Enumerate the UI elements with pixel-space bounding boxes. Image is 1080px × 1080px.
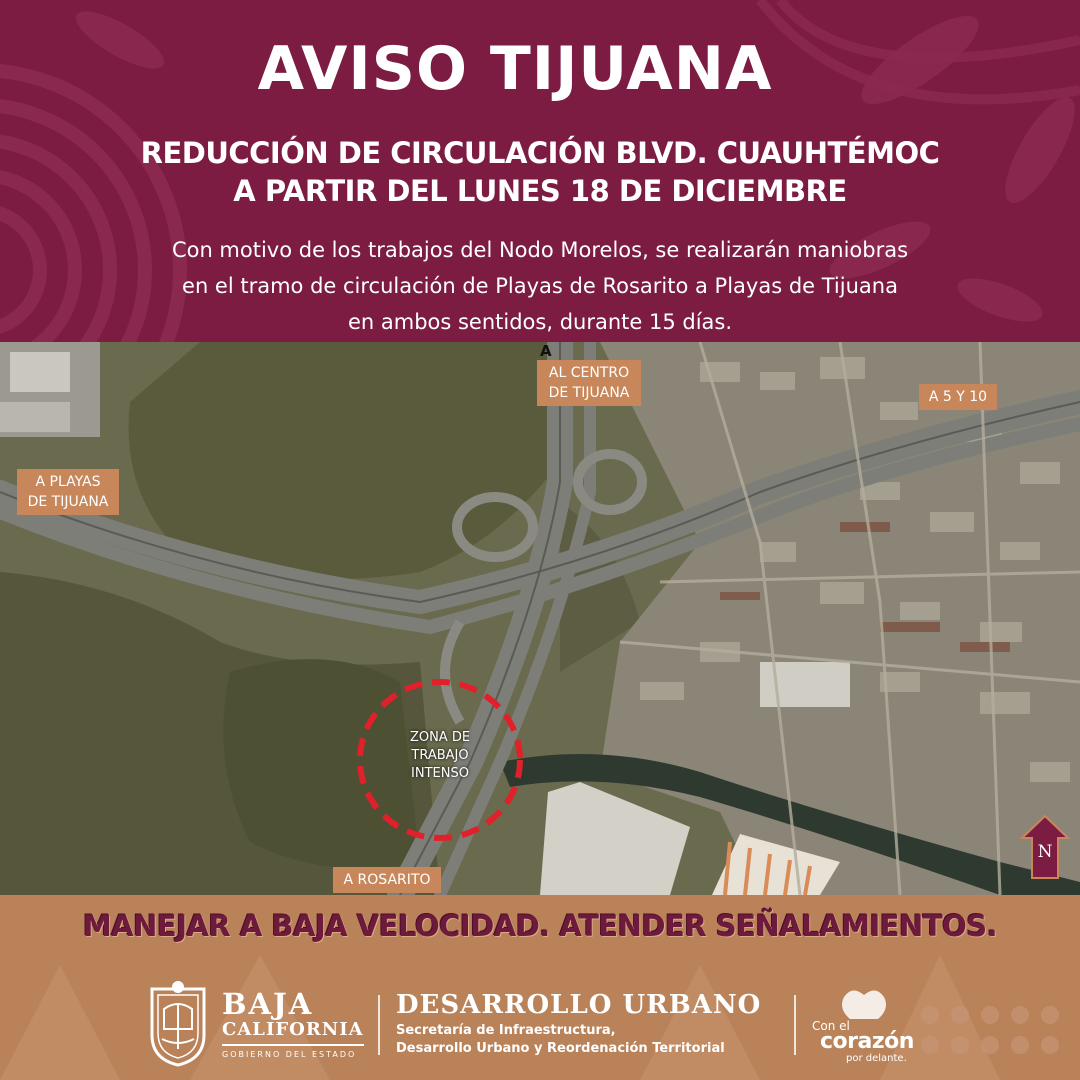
gov-name-line-3: GOBIERNO DEL ESTADO	[222, 1050, 357, 1059]
work-zone-line: INTENSO	[411, 766, 469, 781]
footer-banner	[0, 895, 1080, 1080]
label-line: DE TIJUANA	[548, 385, 630, 401]
page-title: AVISO TIJUANA	[257, 34, 773, 104]
state-seal-icon	[146, 979, 210, 1067]
subtitle-line-1: REDUCCIÓN DE CIRCULACIÓN BLVD. CUAUHTÉMOC	[140, 136, 940, 170]
label-a-rosarito: A ROSARITO	[333, 867, 441, 893]
label-line: AL CENTRO	[548, 365, 630, 381]
map-terrain	[0, 342, 1080, 895]
slogan-line-1: Con el	[812, 1019, 850, 1033]
satellite-map	[0, 342, 1080, 895]
map-marker-letter: A	[540, 342, 552, 360]
divider	[794, 995, 796, 1055]
work-zone-line: ZONA DE	[409, 730, 471, 745]
description-line-2: en el tramo de circulación de Playas de Rosarito a Playas de Tijuana	[182, 274, 898, 298]
warning-message: MANEJAR A BAJA VELOCIDAD. ATENDER SEÑALAMIENTOS.	[82, 909, 998, 943]
department-line-1: Secretaría de Infraestructura,	[396, 1023, 616, 1038]
gov-name-line-1: BAJA	[222, 987, 314, 1021]
subtitle-line-2: A PARTIR DEL LUNES 18 DE DICIEMBRE	[233, 174, 847, 208]
label-a-playas-de-tijuana	[17, 469, 119, 515]
department-title: DESARROLLO URBANO	[396, 990, 762, 1020]
divider	[222, 1044, 364, 1046]
label-al-centro-de-tijuana	[537, 360, 641, 406]
label-a-5-y-10: A 5 Y 10	[919, 384, 997, 410]
slogan-line-3: por delante.	[846, 1053, 907, 1064]
north-label: N	[1037, 842, 1053, 862]
description-line-3: en ambos sentidos, durante 15 días.	[347, 310, 733, 334]
work-zone-label	[380, 729, 500, 783]
description-line-1: Con motivo de los trabajos del Nodo Morelos, se realizarán maniobras	[171, 238, 909, 262]
department-line-2: Desarrollo Urbano y Reordenación Territorial	[396, 1041, 725, 1056]
work-zone-line: TRABAJO	[411, 748, 469, 763]
slogan-line-2: corazón	[820, 1029, 914, 1054]
label-line: A PLAYAS	[35, 474, 101, 490]
divider	[378, 995, 380, 1055]
gov-name-line-2: CALIFORNIA	[222, 1019, 364, 1040]
label-line: DE TIJUANA	[27, 494, 109, 510]
header-banner	[0, 0, 1080, 342]
